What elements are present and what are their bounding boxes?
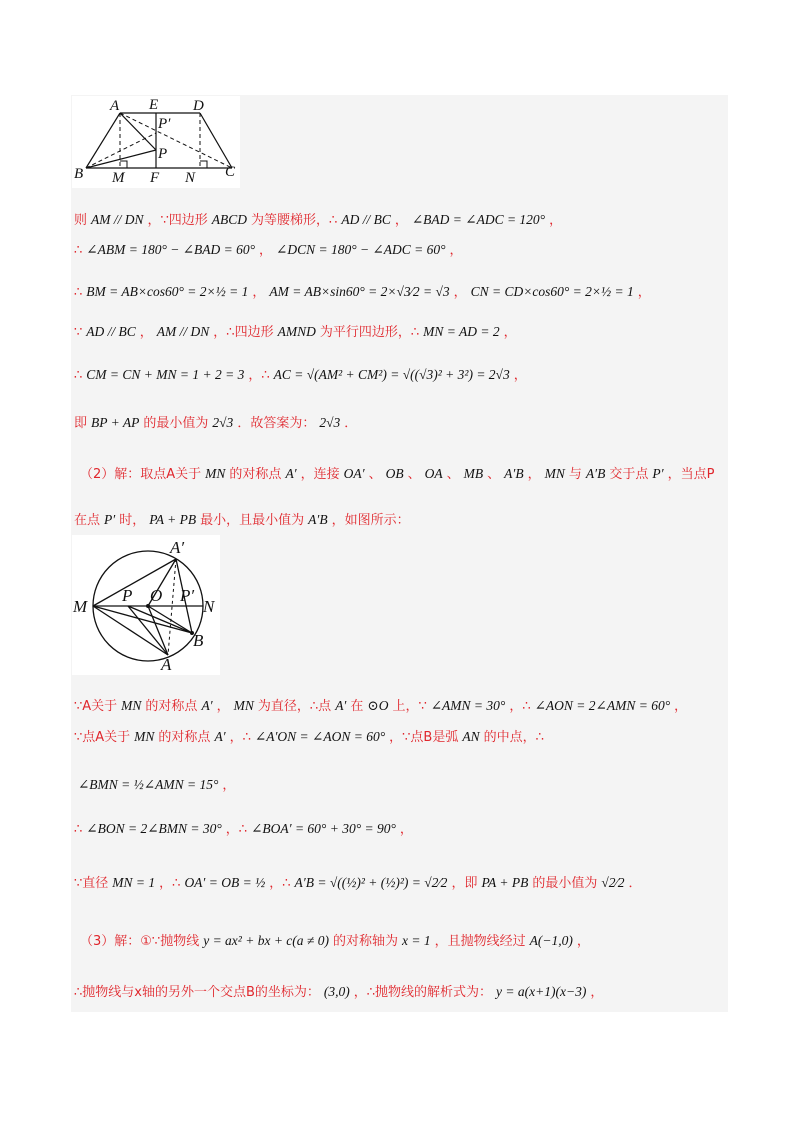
trapezoid-figure [72, 96, 240, 188]
math-expression: MN = 1 [112, 875, 156, 890]
math-expression: MN [134, 729, 155, 744]
part2-line-4 [74, 727, 544, 748]
text-segment: 在 [350, 699, 364, 714]
math-expression: BP + AP [91, 415, 140, 430]
text-segment: 、 [368, 467, 382, 482]
text-segment: ，连接 [300, 467, 340, 482]
math-expression: x = 1 [401, 933, 431, 948]
math-expression: A′ [285, 466, 297, 481]
text-segment: ∵直径 [74, 876, 109, 891]
text-segment: 则 [74, 213, 88, 228]
text-segment: ， [399, 822, 413, 837]
text-segment: 的最小值为 [532, 876, 598, 891]
text-segment: ． [344, 416, 358, 431]
math-expression: ∠BAD = ∠ADC = 120° [411, 212, 546, 227]
math-expression: MN [544, 466, 565, 481]
text-segment: ， [513, 368, 527, 383]
part3-line-1 [80, 931, 590, 952]
text-segment: ， [394, 213, 408, 228]
math-expression: MN [233, 698, 254, 713]
math-expression: AD // BC [341, 212, 391, 227]
math-expression: PA + PB [481, 875, 529, 890]
math-expression: OA [424, 466, 443, 481]
part2-line-3 [74, 696, 687, 717]
part3-line-2 [74, 982, 603, 1003]
text-segment: ， [453, 285, 467, 300]
label-P: P [122, 586, 133, 605]
trapezoid-diagram [72, 96, 240, 188]
math-expression: ∠DCN = 180° − ∠ADC = 60° [276, 242, 446, 257]
math-expression: MN = AD = 2 [423, 324, 500, 339]
text-segment: 的对称点 [145, 699, 198, 714]
text-segment: 即 [74, 416, 88, 431]
label-D: D [193, 98, 204, 114]
math-expression: ABCD [211, 212, 248, 227]
math-expression: AM // DN [156, 324, 210, 339]
part2-line-5 [74, 775, 235, 796]
text-segment: ， [549, 213, 563, 228]
label-B: B [193, 631, 204, 650]
text-segment: 时， [119, 513, 146, 528]
math-expression: A′ [214, 729, 226, 744]
text-segment: （3）解：①∵抛物线 [80, 934, 200, 949]
math-expression: y = ax² + bx + c(a ≠ 0) [203, 933, 329, 948]
text-segment: ， [637, 285, 651, 300]
text-segment: ， [674, 699, 688, 714]
text-segment: ， [590, 985, 604, 1000]
text-segment: 为平行四边形，∴ [319, 325, 420, 340]
text-segment: ，∵四边形 [147, 213, 208, 228]
math-expression: AC = √(AM² + CM²) = √((√3)² + 3²) = 2√3 [273, 367, 510, 382]
text-segment: 最小，且最小值为 [200, 513, 305, 528]
math-expression: ∠BOA′ = 60° + 30° = 90° [251, 821, 396, 836]
text-segment: ∴抛物线与x轴的另外一个交点B的坐标为： [74, 985, 320, 1000]
text-segment: ∴ [74, 243, 83, 258]
text-segment: 的对称点 [158, 730, 211, 745]
math-expression: ∠A′ON = ∠AON = 60° [254, 729, 386, 744]
text-segment: 的对称点 [229, 467, 282, 482]
text-segment: ∴ [74, 368, 83, 383]
math-expression: A′B [504, 466, 524, 481]
label-M: M [112, 170, 125, 186]
text-segment: ， [139, 325, 153, 340]
math-expression: y = a(x+1)(x−3) [496, 984, 587, 999]
label-F: F [150, 170, 160, 186]
label-N: N [185, 170, 196, 186]
label-B: B [74, 166, 84, 182]
text-segment: ，∴ [159, 876, 181, 891]
math-expression: MN [121, 698, 142, 713]
text-segment: 的中点，∴ [483, 730, 544, 745]
math-expression: (3,0) [323, 984, 350, 999]
math-expression: OB [385, 466, 404, 481]
text-segment: （2）解：取点A关于 [80, 467, 202, 482]
text-segment: ∵点A关于 [74, 730, 131, 745]
text-segment: ，∴ [225, 822, 248, 837]
text-segment: 为直径，∴点 [257, 699, 332, 714]
part2-line-7 [74, 873, 642, 894]
label-P-prime: P′ [180, 586, 195, 605]
text-segment: ，∴ [248, 368, 270, 383]
math-expression: AMND [277, 324, 316, 339]
text-segment: 上，∵ [392, 699, 427, 714]
label-E: E [149, 97, 159, 113]
math-expression: CN = CD×cos60° = 2×½ = 1 [470, 284, 634, 299]
label-M: M [73, 597, 88, 616]
math-expression: AM = AB×sin60° = 2×√3⁄2 = √3 [269, 284, 450, 299]
text-segment: ， [222, 778, 236, 793]
text-segment: 在点 [74, 513, 101, 528]
label-P-prime: P′ [158, 116, 171, 132]
part2-line-2 [74, 510, 410, 531]
solution-line-5 [74, 365, 527, 386]
text-segment: ， [252, 285, 266, 300]
solution-line-1 [74, 210, 562, 231]
label-O: O [150, 586, 163, 605]
math-expression: A′B [308, 512, 328, 527]
text-segment: ，∴四边形 [213, 325, 274, 340]
math-expression: A(−1,0) [529, 933, 573, 948]
text-segment: ． [628, 876, 642, 891]
label-C: C [225, 164, 236, 180]
math-expression: √2⁄2 [601, 875, 625, 890]
math-expression: P′ [104, 512, 116, 527]
math-expression: ∠AMN = 30° [430, 698, 506, 713]
math-expression: ∠ABM = 180° − ∠BAD = 60° [86, 242, 256, 257]
text-segment: 交于点 [609, 467, 649, 482]
solution-line-6 [74, 413, 357, 434]
text-segment: 与 [568, 467, 582, 482]
circle-diagram [72, 535, 220, 675]
text-segment: ，∵点B是弧 [389, 730, 459, 745]
math-expression: A′ [335, 698, 347, 713]
math-expression: ∠BMN = ½∠AMN = 15° [78, 777, 219, 792]
solution-line-3 [74, 282, 651, 303]
text-segment: ， [527, 467, 541, 482]
text-segment: 、 [407, 467, 421, 482]
solution-line-2 [74, 240, 463, 261]
text-segment: ∵A关于 [74, 699, 118, 714]
text-segment: 、 [487, 467, 501, 482]
label-A: A [161, 655, 172, 674]
text-segment: ，∴ [509, 699, 531, 714]
text-segment: 为等腰梯形，∴ [251, 213, 338, 228]
math-expression: MB [463, 466, 484, 481]
text-segment: ， [216, 699, 230, 714]
math-expression: ∠BON = 2∠BMN = 30° [86, 821, 222, 836]
math-expression: PA + PB [149, 512, 197, 527]
text-segment: ∴ [74, 285, 83, 300]
math-expression: MN [205, 466, 226, 481]
math-expression: A′B = √((½)² + (½)²) = √2⁄2 [294, 875, 448, 890]
math-expression: ⊙O [367, 698, 389, 713]
math-expression: A′ [201, 698, 213, 713]
text-segment: 的最小值为 [143, 416, 209, 431]
part2-line-6 [74, 819, 413, 840]
math-expression: AN [462, 729, 480, 744]
math-expression: CM = CN + MN = 1 + 2 = 3 [86, 367, 245, 382]
circle-figure [72, 535, 220, 675]
text-segment: ，且抛物线经过 [434, 934, 526, 949]
text-segment: ∵ [74, 325, 83, 340]
math-expression: P′ [652, 466, 664, 481]
text-segment: ，∴ [269, 876, 291, 891]
label-A-prime: A′ [170, 538, 185, 557]
text-segment: ，∴ [229, 730, 251, 745]
text-segment: ，即 [451, 876, 478, 891]
text-segment: 、 [446, 467, 460, 482]
text-segment: ， [449, 243, 463, 258]
math-expression: 2√3 [319, 415, 341, 430]
math-expression: A′B [585, 466, 606, 481]
label-A: A [110, 98, 120, 114]
math-expression: AM // DN [91, 212, 144, 227]
text-segment: ， [259, 243, 273, 258]
text-segment: ∴ [74, 822, 83, 837]
text-segment: ，∴抛物线的解析式为： [353, 985, 493, 1000]
text-segment: ，如图所示： [331, 513, 410, 528]
text-segment: ．故答案为： [237, 416, 316, 431]
solution-line-4 [74, 322, 517, 343]
math-expression: OA′ [343, 466, 365, 481]
math-expression: 2√3 [212, 415, 234, 430]
math-expression: OA′ = OB = ½ [184, 875, 266, 890]
part2-line-1 [80, 464, 714, 485]
math-expression: AD // BC [86, 324, 136, 339]
math-expression: ∠AON = 2∠AMN = 60° [534, 698, 671, 713]
text-segment: 的对称轴为 [332, 934, 398, 949]
text-segment: ， [576, 934, 590, 949]
label-P: P [158, 146, 168, 162]
math-expression: BM = AB×cos60° = 2×½ = 1 [86, 284, 249, 299]
text-segment: ， [503, 325, 517, 340]
label-N: N [203, 597, 215, 616]
text-segment: ，当点P [667, 467, 715, 482]
